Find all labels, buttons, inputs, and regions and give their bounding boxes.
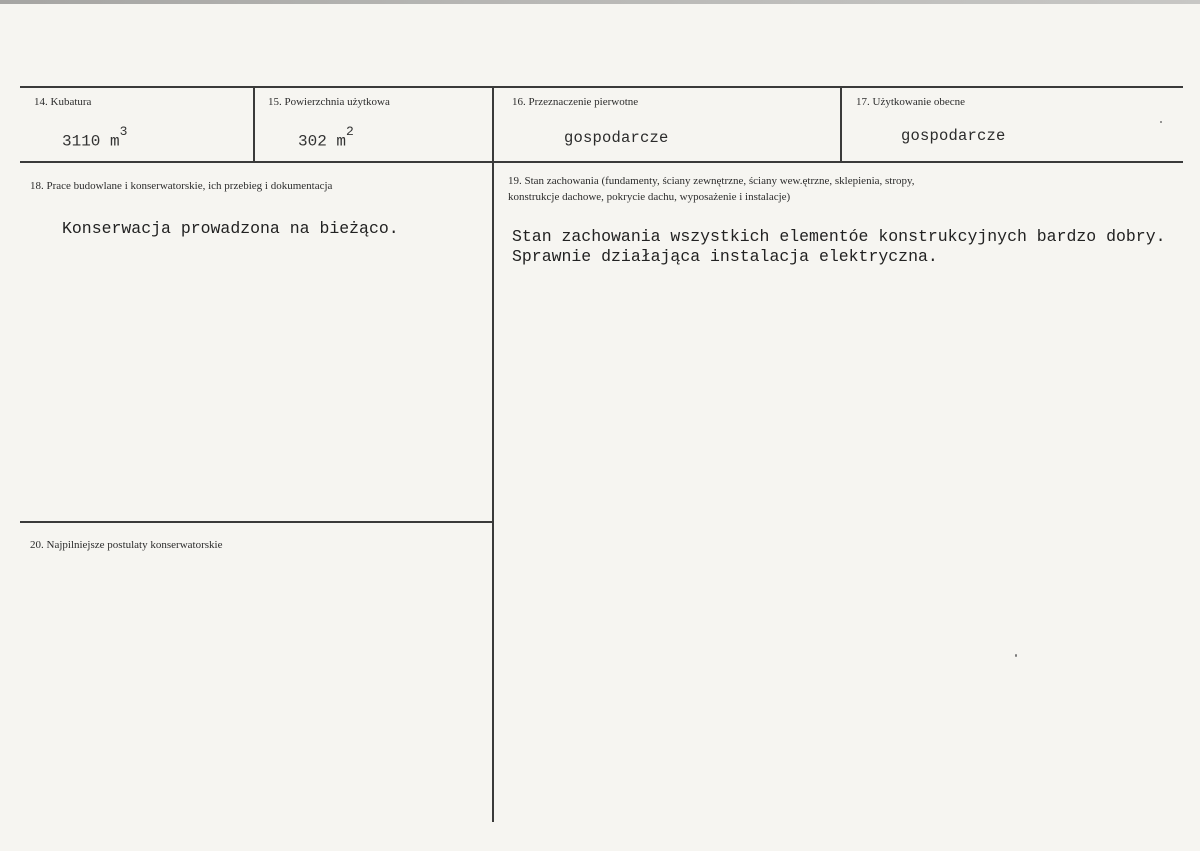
prace-value: Konserwacja prowadzona na bieżąco. [62,219,399,238]
col-divider-3 [840,87,842,161]
stan-label-line2: konstrukcje dachowe, pokrycie dachu, wyposażenie i instalacje) [508,191,791,203]
kubatura-power: 3 [119,124,128,139]
col-divider-1 [253,87,255,161]
przeznaczenie-label: 16. Przeznaczenie pierwotne [512,96,639,108]
powierzchnia-number: 302 m [298,132,347,151]
powierzchnia-label: 15. Powierzchnia użytkowa [268,96,390,108]
f18-f20-rule [20,521,492,523]
przeznaczenie-value: gospodarcze [564,129,669,147]
uzytkowanie-label: 17. Użytkowanie obecne [856,96,966,108]
card-top-edge [0,0,1200,4]
col-divider-2 [492,87,494,822]
kubatura-value [62,124,128,151]
stan-label-line1: 19. Stan zachowania (fundamenty, ściany zewnętrzne, ściany wew.ętrzne, sklepienia, stropy, [508,175,915,187]
powierzchnia-value [298,124,354,151]
kubatura-number: 3110 m [62,132,120,151]
kubatura-label: 14. Kubatura [34,96,92,108]
stan-value-line1: Stan zachowania wszystkich elementóe konstrukcyjnych bardzo dobry. [512,227,1166,246]
prace-label: 18. Prace budowlane i konserwatorskie, ich przebieg i dokumentacja [30,180,333,192]
paper-speck [1015,654,1017,657]
top-rule [20,86,1183,88]
uzytkowanie-value: gospodarcze [901,127,1006,145]
row1-rule [20,161,1183,163]
paper-speck [1160,121,1162,123]
powierzchnia-power: 2 [346,124,354,139]
postulaty-label: 20. Najpilniejsze postulaty konserwatorskie [30,539,223,551]
stan-value-line2: Sprawnie działająca instalacja elektryczna. [512,247,938,266]
